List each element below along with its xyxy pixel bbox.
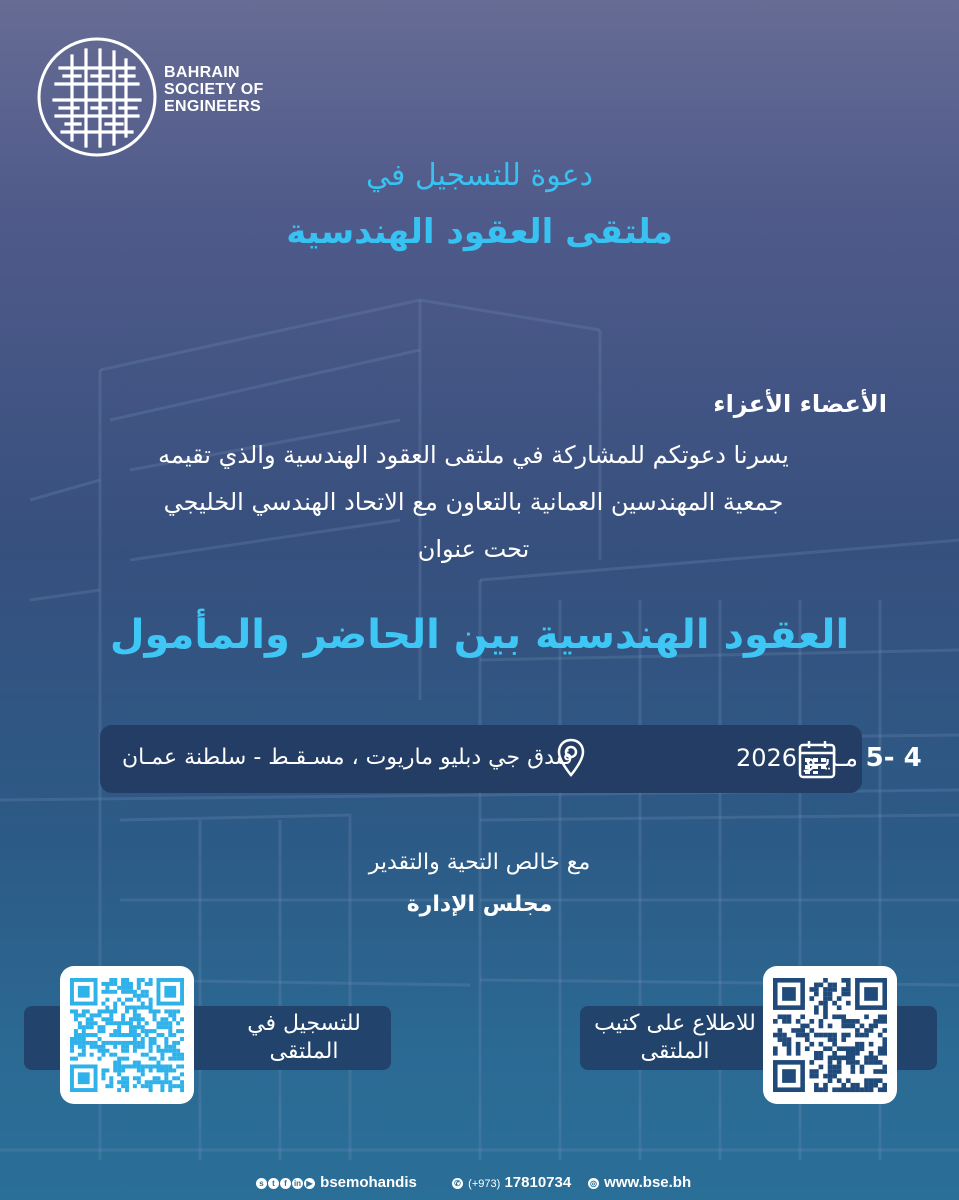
phone-prefix: (+973) — [468, 1178, 501, 1190]
closing-regards: مع خالص التحية والتقدير — [368, 850, 591, 875]
whatsapp-icon: ✆ — [452, 1178, 463, 1189]
snapchat-icon[interactable]: s — [256, 1178, 267, 1189]
booklet-label: للاطلاع على كتيب الملتقى — [594, 1011, 756, 1064]
invite-subtitle: دعوة للتسجيل في — [366, 158, 593, 193]
event-info-bar — [100, 725, 922, 793]
invite-title: ملتقى العقود الهندسية — [286, 212, 673, 252]
brand-line-1: BAHRAIN — [164, 64, 240, 81]
footer — [0, 1168, 959, 1198]
linkedin-icon[interactable]: in — [293, 1178, 302, 1188]
register-qr-pattern — [70, 976, 184, 1094]
signature-board: مجلس الإدارة — [406, 892, 553, 917]
brand-name — [164, 64, 264, 115]
youtube-icon[interactable]: ▶ — [304, 1178, 315, 1189]
twitter-icon[interactable]: t — [268, 1178, 279, 1189]
register-label: للتسجيل في الملتقى — [247, 1011, 361, 1064]
letter-line-3: تحت عنوان — [417, 535, 530, 563]
social-links[interactable] — [256, 1174, 417, 1191]
event-date-month-year: مـايـو 2026 — [736, 744, 866, 772]
facebook-icon[interactable]: f — [280, 1178, 291, 1189]
phone-number: 17810734 — [504, 1174, 572, 1191]
letter-line-2: جمعية المهندسين العمانية بالتعاون مع الاتحاد الهندسي الخليجي — [163, 488, 784, 516]
brand-line-2: SOCIETY OF — [164, 81, 264, 98]
booklet-qr-code[interactable] — [763, 966, 897, 1104]
event-date — [736, 743, 922, 773]
letter-line-1: يسرنا دعوتكم للمشاركة في ملتقى العقود الهندسية والذي تقيمه — [158, 441, 789, 469]
website-url: www.bse.bh — [604, 1174, 692, 1191]
event-location: فندق جي دبليو ماريوت ، مسـقـط - سلطنة عمـان — [122, 745, 573, 770]
website-link[interactable] — [588, 1174, 691, 1191]
booklet-qr-pattern — [773, 976, 887, 1094]
letter-body — [60, 432, 887, 573]
globe-icon: ◎ — [588, 1178, 599, 1189]
social-handle[interactable]: bsemohandis — [320, 1174, 417, 1191]
event-date-days: 4 -5 — [865, 743, 922, 773]
phone-contact[interactable] — [452, 1174, 571, 1191]
bse-logo — [36, 36, 158, 158]
event-headline: العقود الهندسية بين الحاضر والمأمول — [109, 612, 850, 658]
brand-line-3: ENGINEERS — [164, 98, 261, 115]
salutation: الأعضاء الأعزاء — [713, 390, 887, 418]
register-qr-code[interactable] — [60, 966, 194, 1104]
